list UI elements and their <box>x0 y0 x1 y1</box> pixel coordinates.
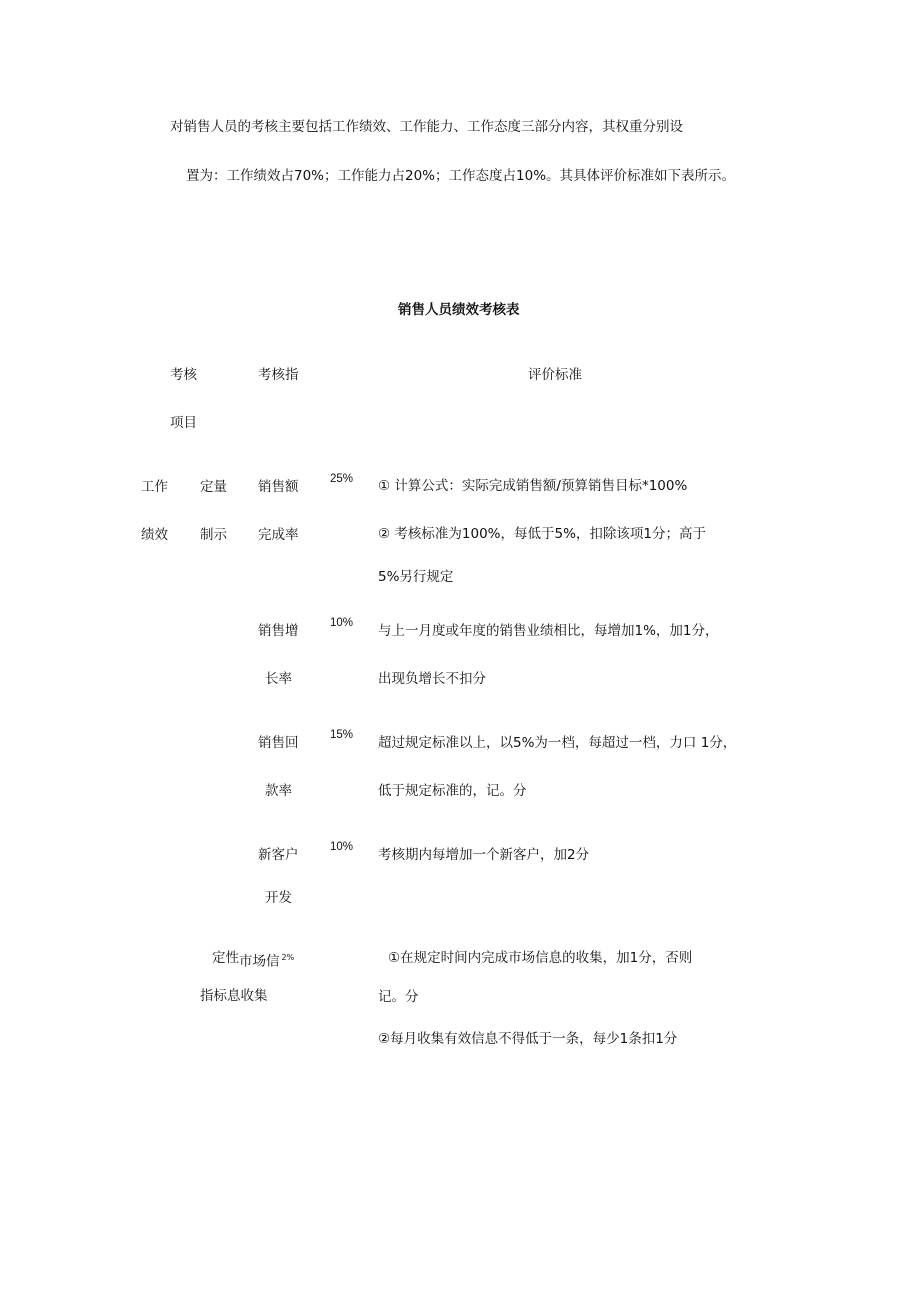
row-5-criteria-2: 记。分 <box>378 989 419 1005</box>
row-1-name-line-2: 完成率 <box>258 527 299 543</box>
row-3-name-line-1: 销售回 <box>258 735 299 751</box>
row-4-criteria-1: 考核期内每增加一个新客户，加2分 <box>378 847 590 863</box>
row-2-criteria-1: 与上一月度或年度的销售业绩相比，每增加1%，加1分， <box>378 623 719 639</box>
row-5-criteria-3: ②每月收集有效信息不得低于一条，每少1条扣1分 <box>378 1031 678 1047</box>
header-indicator: 考核指 <box>258 367 299 383</box>
quant-group-line-1: 定量 <box>200 479 227 495</box>
row-5-weight: 2% <box>281 953 295 962</box>
row-3-weight: 15% <box>330 729 354 741</box>
table-title: 销售人员绩效考核表 <box>398 302 520 318</box>
row-4-weight: 10% <box>330 841 354 853</box>
row-4-name-line-2: 开发 <box>265 890 292 906</box>
row-1-criteria-3: 5%另行规定 <box>378 569 454 585</box>
quant-group-line-2: 制示 <box>200 527 227 543</box>
row-3-criteria-1: 超过规定标准以上，以5%为一档，每超过一档，力口 1分， <box>378 735 737 751</box>
row-1-weight: 25% <box>330 473 354 485</box>
row-2-name-line-2: 长率 <box>265 671 292 687</box>
row-3-name-line-2: 款率 <box>265 783 292 799</box>
row-5-name-line-1 <box>239 949 294 971</box>
row-2-name-line-1: 销售增 <box>258 623 299 639</box>
category-label-line-2: 绩效 <box>141 527 168 543</box>
row-2-criteria-2: 出现负增长不扣分 <box>378 671 486 687</box>
row-4-name-line-1: 新客户 <box>258 847 299 863</box>
row-5-criteria-1: ①在规定时间内完成市场信息的收集，加1分，否则 <box>388 950 693 966</box>
qual-group-line-1: 定性 <box>212 950 239 966</box>
header-item-line-1: 考核 <box>170 367 197 383</box>
row-3-criteria-2: 低于规定标准的，记。分 <box>378 783 527 799</box>
row-1-criteria-1: ① 计算公式：实际完成销售额/预算销售目标*100% <box>378 478 688 494</box>
category-label-line-1: 工作 <box>141 479 168 495</box>
row-1-criteria-2: ② 考核标准为100%，每低于5%，扣除该项1分；高于 <box>378 526 706 542</box>
row-5-name-text: 市场信 <box>239 953 280 970</box>
intro-line-2: 置为：工作绩效占70%；工作能力占20%；工作态度占10%。其具体评价标准如下表所示。 <box>186 168 736 184</box>
row-1-name-line-1: 销售额 <box>258 479 299 495</box>
row-5-name-line-2: 息收集 <box>227 988 268 1004</box>
header-item-line-2: 项目 <box>170 415 197 431</box>
row-2-weight: 10% <box>330 617 354 629</box>
header-criteria: 评价标准 <box>528 367 582 383</box>
intro-line-1: 对销售人员的考核主要包括工作绩效、工作能力、工作态度三部分内容，其权重分别设 <box>170 119 683 135</box>
qual-group-line-2: 指标 <box>200 988 227 1004</box>
